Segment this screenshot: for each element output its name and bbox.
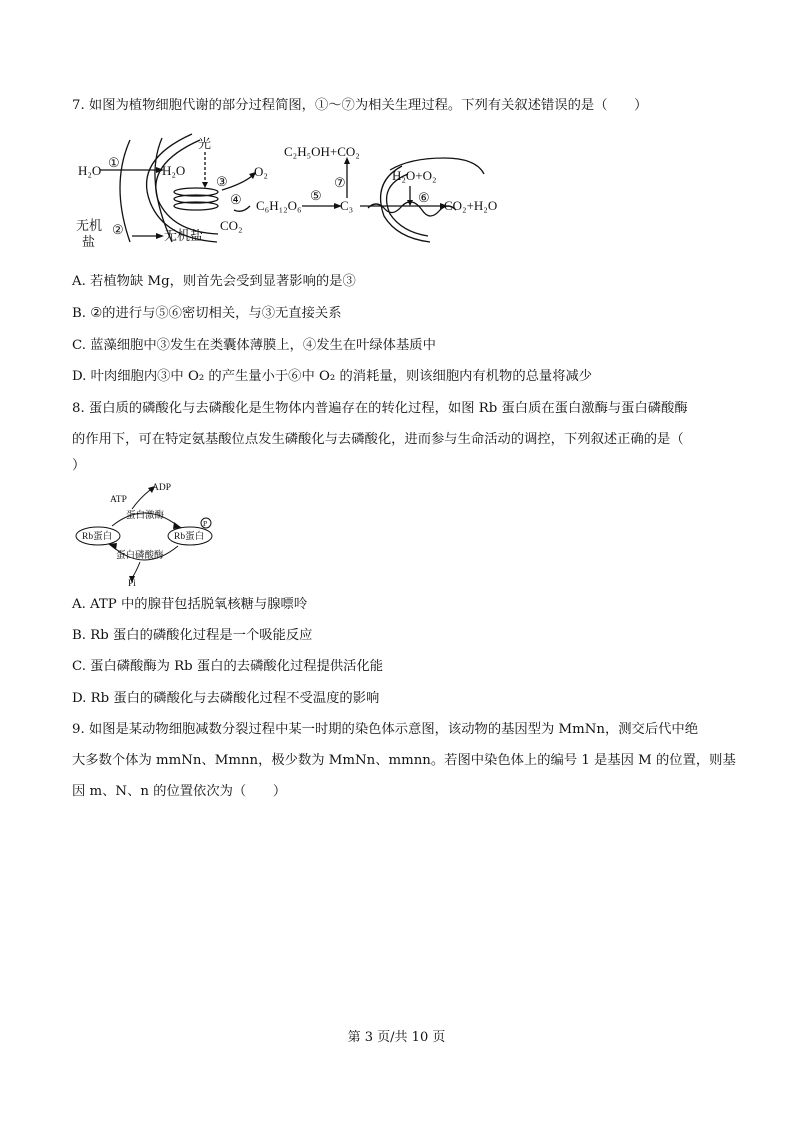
fig7-h2o-o2: H₂O+O₂ — [392, 168, 437, 183]
fig8-phosphatase: 蛋白磷酸酶 — [116, 551, 164, 561]
q8-stem-line3: ） — [72, 458, 86, 473]
fig8-adp: ADP — [152, 483, 172, 493]
q7-stem: 7. 如图为植物细胞代谢的部分过程简图，①～⑦为相关生理过程。下列有关叙述错误的是（ ） — [72, 98, 648, 113]
q7-option-d: D. 叶肉细胞内③中 O₂ 的产生量小于⑥中 O₂ 的消耗量，则该细胞内有机物的总量将减少 — [72, 369, 593, 384]
fig7-num-4: ④ — [230, 192, 242, 207]
fig7-salt-inner: 无机盐 — [164, 228, 204, 243]
q7-option-a: A. 若植物缺 Mg，则首先会受到显著影响的是③ — [72, 274, 356, 289]
fig7-num-7: ⑦ — [334, 175, 346, 190]
q9-line3: 因 m、N、n 的位置依次为（ ） — [72, 784, 287, 799]
q9-line1: 9. 如图是某动物细胞减数分裂过程中某一时期的染色体示意图，该动物的基因型为 MmNn，测交后代中绝 — [72, 722, 699, 737]
fig8-rb-left: Rb蛋白 — [82, 532, 113, 542]
fig7-salt-left-2: 盐 — [82, 234, 96, 249]
fig7-num-6: ⑥ — [418, 190, 430, 205]
q9-line2: 大多数个体为 mmNn、Mmnn，极少数为 MmNn、mmnn。若图中染色体上的编号 1 是基因 M 的位置，则基 — [72, 753, 736, 768]
fig7-co2: CO₂ — [220, 218, 243, 233]
fig8-p: P — [203, 519, 208, 528]
q8-stem-line2: 的作用下，可在特定氨基酸位点发生磷酸化与去磷酸化，进而参与生命活动的调控，下列叙述正确的是（ — [72, 432, 684, 447]
fig8-kinase: 蛋白激酶 — [126, 511, 165, 521]
fig7-ethanol: C₂H₅OH+CO₂ — [284, 144, 360, 159]
fig7-num-1: ① — [108, 155, 120, 170]
fig7-h2o-inner: H₂O — [162, 163, 186, 178]
fig7-num-3: ③ — [216, 174, 228, 189]
fig7-num-5: ⑤ — [310, 188, 322, 203]
fig7-h2o-left: H₂O — [78, 163, 102, 178]
q7-figure — [72, 130, 512, 250]
fig8-atp: ATP — [110, 495, 127, 505]
q8-option-a: A. ATP 中的腺苷包括脱氧核糖与腺嘌呤 — [72, 597, 308, 612]
q8-option-b: B. Rb 蛋白的磷酸化过程是一个吸能反应 — [72, 628, 313, 643]
fig7-glucose: C₆H₁₂O₆ — [256, 198, 302, 213]
q8-stem-line1: 8. 蛋白质的磷酸化与去磷酸化是生物体内普遍存在的转化过程，如图 Rb 蛋白质在蛋白激酶与蛋白磷酸酶 — [72, 401, 688, 416]
fig7-c3: C₃ — [340, 198, 354, 213]
q8-figure — [72, 478, 222, 588]
fig7-o2: O₂ — [254, 164, 268, 179]
fig8-pi: Pi — [128, 579, 136, 588]
q7-option-c: C. 蓝藻细胞中③发生在类囊体薄膜上，④发生在叶绿体基质中 — [72, 338, 436, 353]
q8-option-d: D. Rb 蛋白的磷酸化与去磷酸化过程不受温度的影响 — [72, 691, 380, 706]
fig7-light: 光 — [198, 136, 212, 151]
q7-option-b: B. ②的进行与⑤⑥密切相关，与③无直接关系 — [72, 306, 342, 321]
fig8-rb-right: Rb蛋白 — [174, 532, 205, 542]
fig7-num-2: ② — [112, 222, 124, 237]
fig7-products: CO₂+H₂O — [444, 198, 498, 213]
page-footer: 第 3 页/共 10 页 — [347, 1030, 446, 1045]
q8-option-c: C. 蛋白磷酸酶为 Rb 蛋白的去磷酸化过程提供活化能 — [72, 659, 384, 674]
fig7-salt-left-1: 无机 — [76, 218, 103, 233]
